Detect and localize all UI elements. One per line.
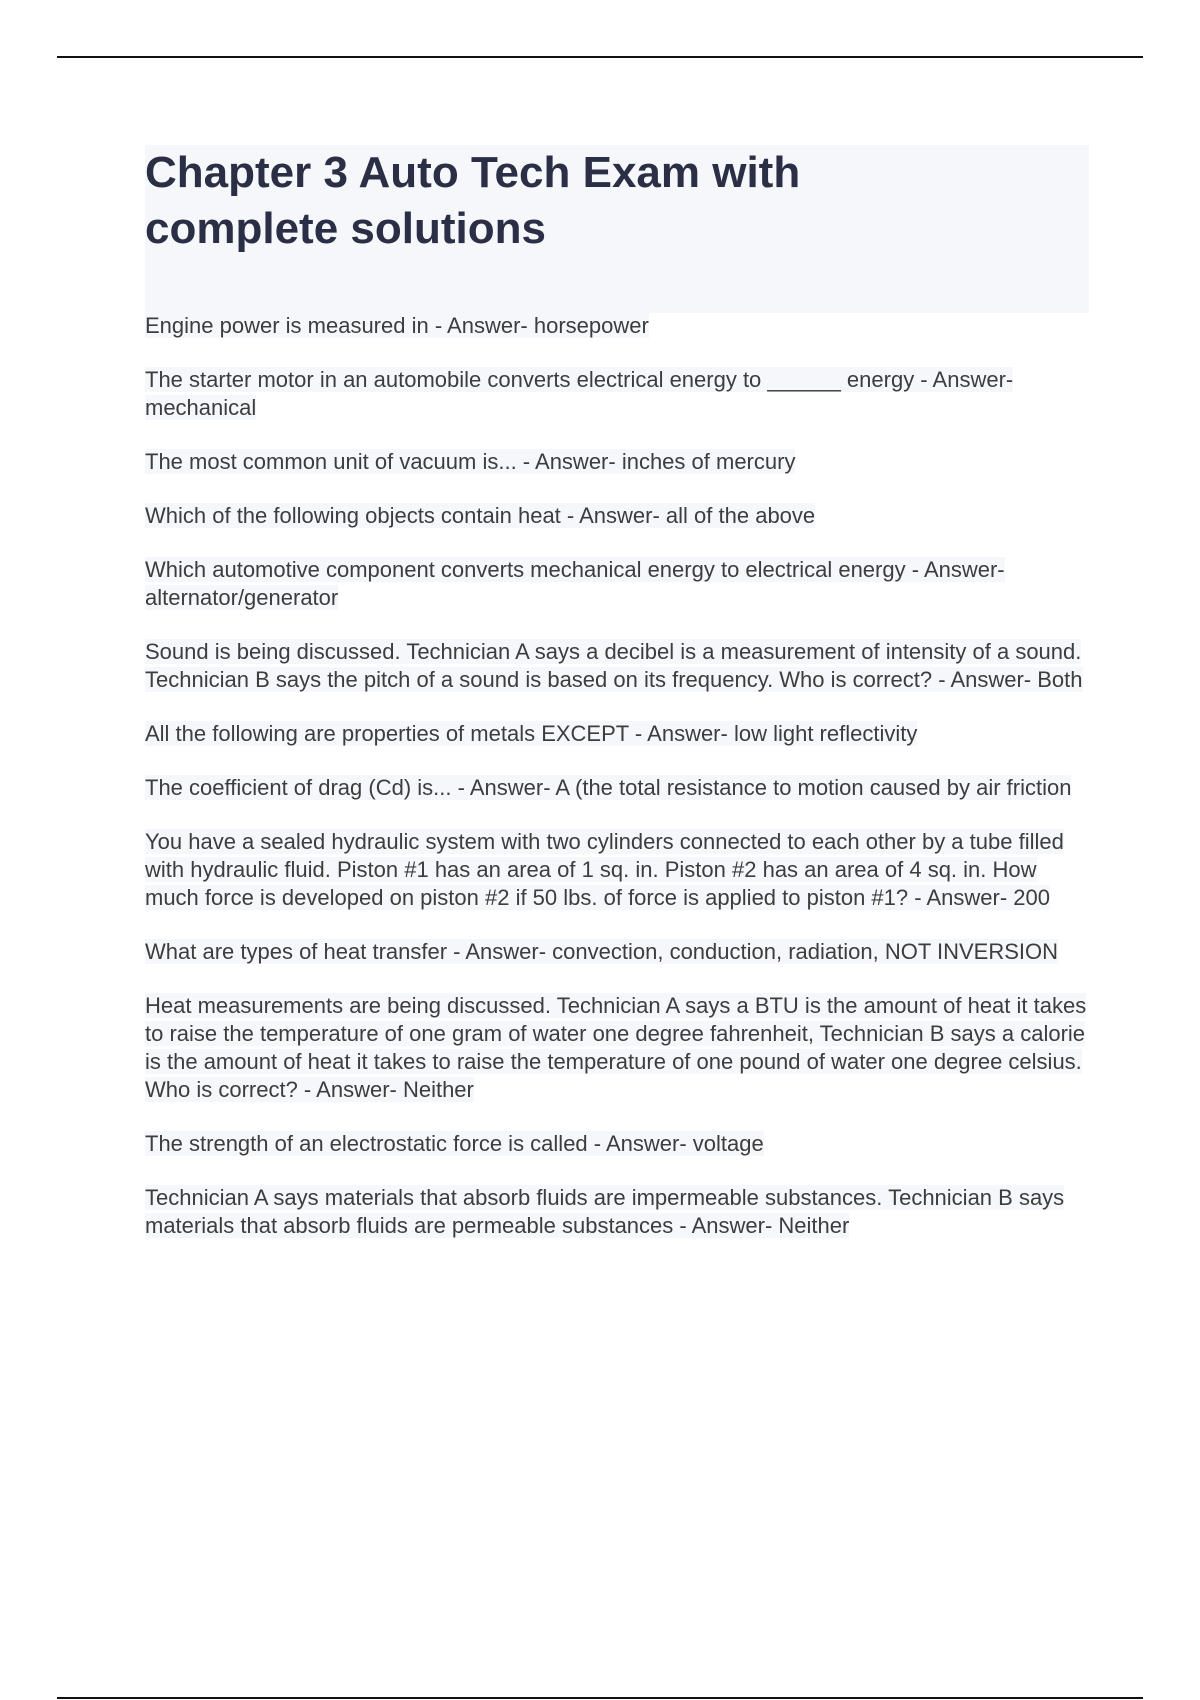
qa-text: Engine power is measured in - Answer- horsepower [145,313,649,338]
title-block [145,145,1089,313]
qa-text: All the following are properties of metals EXCEPT - Answer- low light reflectivity [145,721,918,746]
qa-item [145,938,1089,966]
bottom-rule [57,1697,1143,1699]
qa-text: The most common unit of vacuum is... - Answer- inches of mercury [145,449,796,474]
qa-item [145,1130,1089,1158]
qa-item [145,366,1089,422]
qa-text: Which automotive component converts mechanical energy to electrical energy - Answer- alternator/generator [145,557,1005,610]
qa-list [145,312,1089,1266]
qa-text: The strength of an electrostatic force is called - Answer- voltage [145,1131,764,1156]
qa-item [145,502,1089,530]
qa-item [145,774,1089,802]
top-rule [57,56,1143,58]
qa-text: What are types of heat transfer - Answer- convection, conduction, radiation, NOT INVERSION [145,939,1058,964]
qa-text: Technician A says materials that absorb fluids are impermeable substances. Technician B says materials that absorb fluids are permeable substances - Answer- Neither [145,1185,1065,1238]
qa-text: You have a sealed hydraulic system with two cylinders connected to each other by a tube filled with hydraulic fluid. Piston #1 has an area of 1 sq. in. Piston #2 has an area of 4 sq. in. How much force is developed on piston #2 if 50 lbs. of force is applied to piston #1? - Answer- 200 [145,829,1064,910]
qa-text: Sound is being discussed. Technician A says a decibel is a measurement of intensity of a sound. Technician B says the pitch of a sound is based on its frequency. Who is correct? - Answer- Both [145,639,1083,692]
qa-item [145,312,1089,340]
qa-item [145,1184,1089,1240]
qa-item [145,828,1089,912]
qa-item [145,448,1089,476]
qa-text: The coefficient of drag (Cd) is... - Answer- A (the total resistance to motion caused by air friction [145,775,1072,800]
qa-text: Heat measurements are being discussed. Technician A says a BTU is the amount of heat it takes to raise the temperature of one gram of water one degree fahrenheit, Technician B says a calorie is the amount of heat it takes to raise the temperature of one pound of water one degree celsius. Who is correct? - Answer- Neither [145,993,1087,1102]
qa-item [145,556,1089,612]
qa-item [145,720,1089,748]
qa-item [145,638,1089,694]
qa-text: The starter motor in an automobile converts electrical energy to ______ energy - Answer- mechanical [145,367,1014,420]
page-title: Chapter 3 Auto Tech Exam with complete solutions [145,148,801,253]
qa-item [145,992,1089,1104]
qa-text: Which of the following objects contain heat - Answer- all of the above [145,503,816,528]
